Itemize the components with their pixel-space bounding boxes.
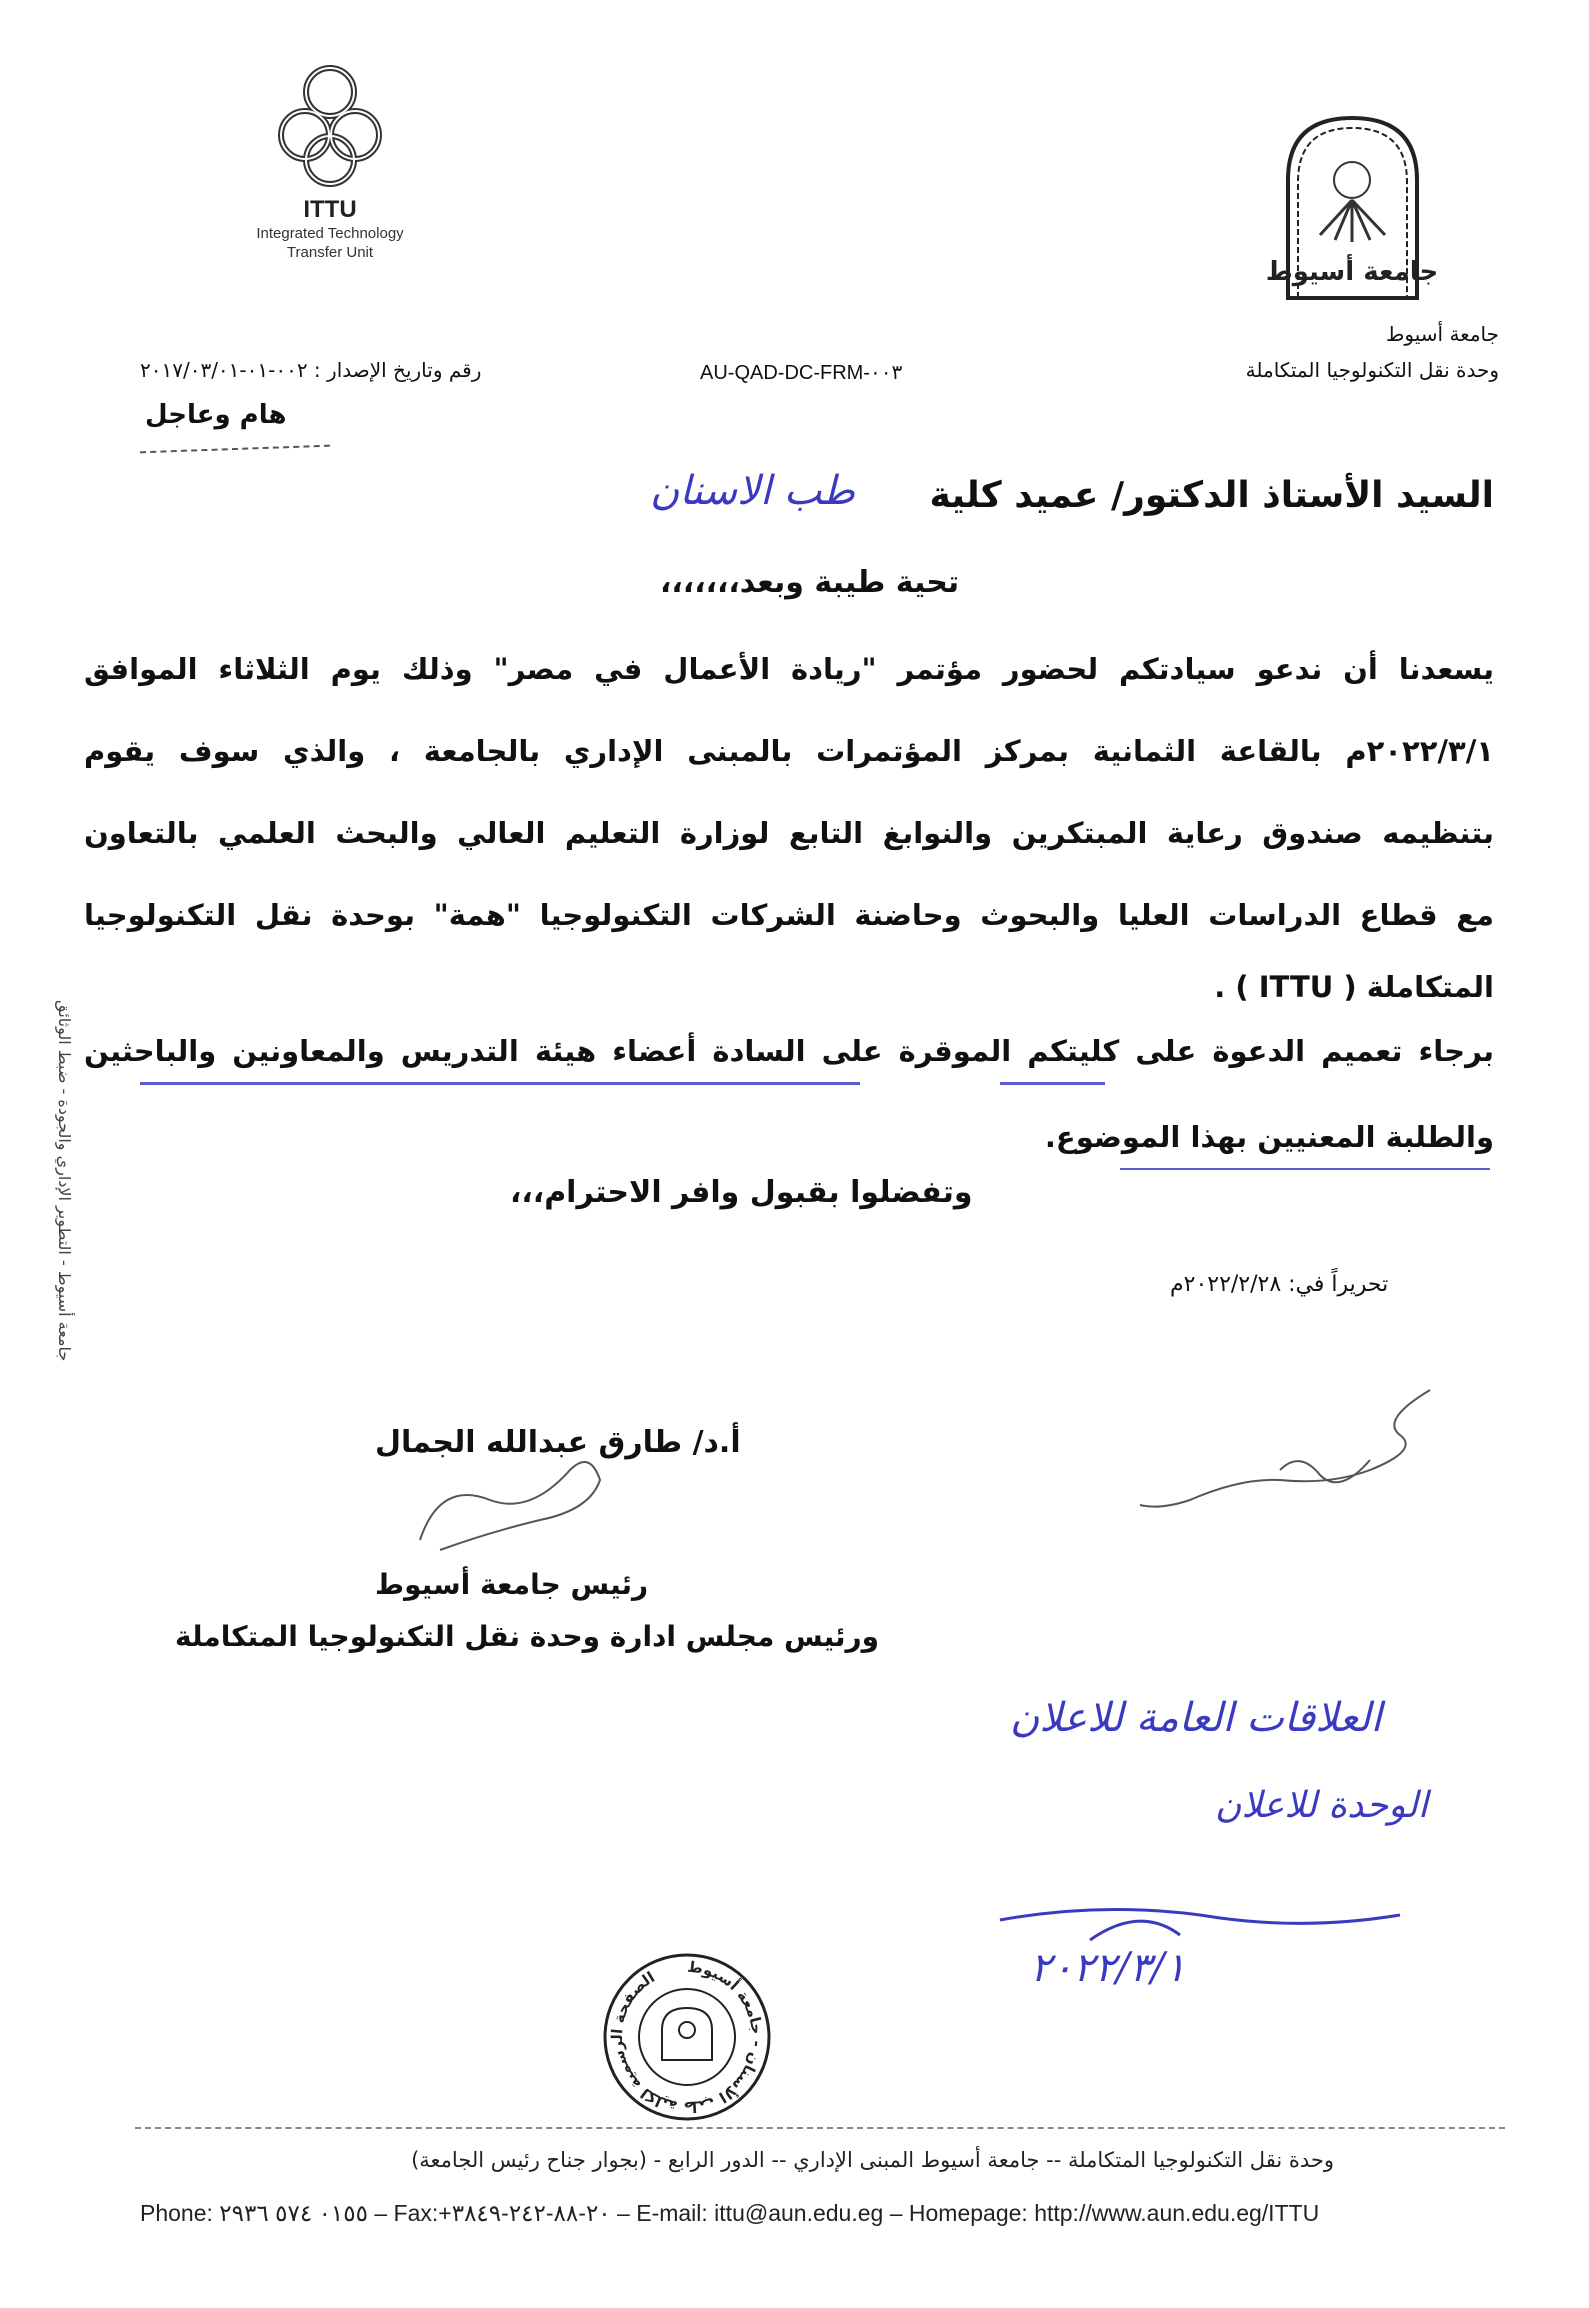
side-note	[12, 1000, 92, 1520]
handwritten-note-2: الوحدة للاعلان	[1215, 1785, 1428, 1826]
issue-number-date: رقم وتاريخ الإصدار : ٠٠٢-٠١-٢٠١٧/٠٣/٠١	[140, 358, 482, 382]
ittu-logo	[225, 60, 435, 320]
greeting: تحية طيبة وبعد،،،،،،،	[660, 565, 960, 600]
ittu-name: ITTU	[303, 196, 357, 223]
svg-text:الصفحة الرسمية لكلية طب الأسنا	[608, 1958, 766, 2117]
addressee: السيد الأستاذ الدكتور/ عميد كلية	[929, 475, 1494, 516]
handwritten-note-3: ٢٠٢٢/٣/١	[1030, 1945, 1186, 1991]
seal-icon	[600, 1950, 775, 2125]
footer-address: وحدة نقل التكنولوجيا المتكاملة -- جامعة أسيوط المبنى الإداري -- الدور الرابع - (بجوار جناح رئيس الجامعة)	[411, 2148, 1334, 2172]
signatory-name: أ.د/ طارق عبدالله الجمال	[375, 1425, 741, 1460]
urgent-label: هام وعاجل	[145, 400, 287, 430]
footer-divider	[135, 2127, 1505, 2129]
signatory-title-2: ورئيس مجلس ادارة وحدة نقل التكنولوجيا المتكاملة	[175, 1620, 880, 1653]
side-note-text: جامعة أسيوط - التطوير الإداري والجودة - ضبط الوثائق	[55, 1000, 74, 1362]
university-name: جامعة أسيوط	[1385, 322, 1499, 346]
ittu-subtitle-2: Transfer Unit	[286, 244, 374, 261]
form-code: AU-QAD-DC-FRM-٠٠٣	[700, 362, 903, 384]
body-line-2: ٢٠٢٢/٣/١م بالقاعة الثمانية بمركز المؤتمرات بالمبنى الإداري بالجامعة ، والذي سوف يقوم	[84, 734, 1494, 768]
signature-right-icon	[1130, 1380, 1460, 1520]
closing: وتفضلوا بقبول وافر الاحترام،،،	[510, 1175, 973, 1210]
urgent-underline	[140, 445, 330, 454]
body-line-3: بتنظيمه صندوق رعاية المبتكرين والنوابغ التابع لوزارة التعليم العالي والبحث العلمي بالتعاون	[84, 816, 1494, 850]
unit-name: وحدة نقل التكنولوجيا المتكاملة	[1245, 358, 1499, 382]
body-line-5: المتكاملة ( ITTU ) .	[1214, 970, 1494, 1004]
handwritten-note-1: العلاقات العامة للاعلان	[1010, 1695, 1382, 1741]
written-date: تحريراً في: ٢٠٢٢/٢/٢٨م	[1170, 1272, 1389, 1297]
knot-logo-icon	[275, 60, 385, 190]
handwritten-faculty: طب الاسنان	[650, 468, 855, 514]
body-line-4: مع قطاع الدراسات العليا والبحوث وحاضنة الشركات التكنولوجيا "همة" بوحدة نقل التكنولوجيا	[84, 898, 1494, 932]
handwritten-stroke-icon	[990, 1890, 1410, 1950]
ittu-subtitle-1: Integrated Technology	[256, 225, 404, 242]
handwritten-underline-2	[1000, 1082, 1105, 1085]
handwritten-underline-3	[1120, 1168, 1490, 1170]
seal-text: الصفحة الرسمية لكلية طب الأسنان - جامعة أسيوط	[607, 1957, 767, 2117]
signatory-title-1: رئيس جامعة أسيوط	[375, 1568, 649, 1601]
university-logo	[1265, 110, 1439, 300]
body-line-6: برجاء تعميم الدعوة على كليتكم الموقرة على السادة أعضاء هيئة التدريس والمعاونين والباحثين	[84, 1034, 1494, 1068]
handwritten-underline-1	[140, 1082, 860, 1085]
university-arch-icon	[1265, 110, 1439, 300]
body-line-7: والطلبة المعنيين بهذا الموضوع.	[1044, 1120, 1494, 1154]
faculty-seal	[600, 1950, 775, 2125]
footer-contact: Phone: ٠١٥٥ ٥٧٤ ٢٩٣٦ – Fax:+٢٠-٨٨-٢٤٢-٣٨٤٩ – E-mail: ittu@aun.edu.eg – Homepage: http://www.aun.edu.eg/ITTU	[140, 2200, 1320, 2226]
body-line-1: يسعدنا أن ندعو سيادتكم لحضور مؤتمر "ريادة الأعمال في مصر" وذلك يوم الثلاثاء الموافق	[84, 652, 1494, 686]
university-logo-text: جامعة أسيوط	[1265, 257, 1439, 287]
